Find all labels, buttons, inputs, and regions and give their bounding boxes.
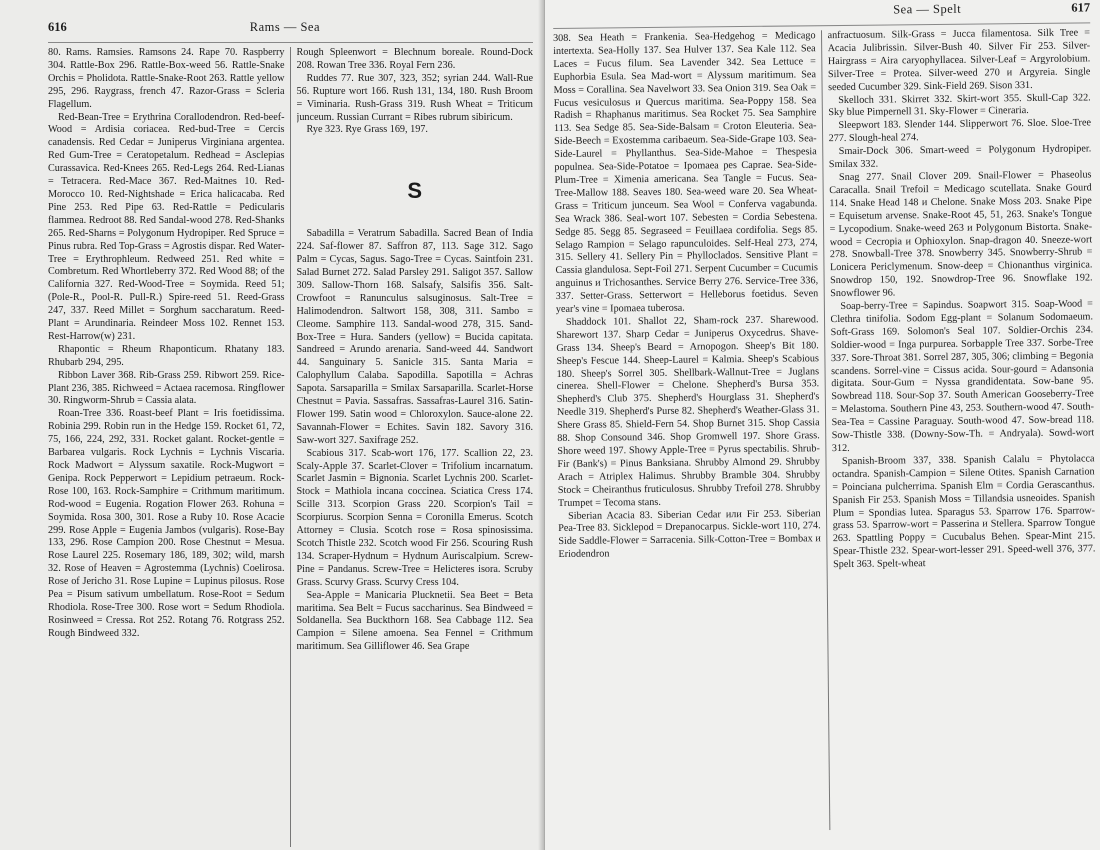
entry-paragraph: Smair-Dock 306. Smart-weed = Polygonum Hydropiper. Smilax 332. (828, 143, 1092, 171)
left-page-header (48, 20, 533, 43)
entry-paragraph: Rough Spleenwort = Blechnum boreale. Round-Dock 208. Rowan Tree 336. Royal Fern 236. (296, 47, 533, 71)
entry-paragraph: Shaddock 101. Shallot 22, Sham-rock 237. Sharewood. Sharewort 137. Sharp Cedar = Juniperus Oxycedrus. Shave-Grass 134. Sheep's Beard = Arnopogon. Sheep's Bit 180. Sheep's Fescue 144. Sheep-Laurel = Kalmia. Sheep's Scabious 180. Sheep's Sorrel 305. Shellbark-Wallnut-Tree = Juglans cinerea. Shell-Flower = Chelone. Shepherd's Bursa 353. Shepherd's Club 375. Shepherd's Hourglass 31. Shepherd's Needle 319. Shepherd's Purse 82. Shepherd's Weather-Glass 31. Shere Grass 85. Shield-Fern 54. Shop Burnet 315. Shop Cassia 88. Shop Consound 346. Shop Gromwell 197. Shore Grass. Shore weed 197. Showy Apple-Tree = Pyrus spectabilis. Shrub-Fir (Bank's) = Pinus Banksiana. Shrubby Almond 29. Shrubby Arach = Atriplex Halimus. Shrubby Bramble 304. Shrubby Stock = Cheiranthus fruticulosus. Shrubby Trefoil 278. Shrubby Trumpet = Tecoma stans. (556, 314, 821, 509)
running-head: Sea — Spelt (893, 1, 962, 17)
entry-paragraph: Spanish-Broom 337, 338. Spanish Calalu = Phytolacca octandra. Spanish-Campion = Silene Otites. Spanish Carnation = Poinciana pulcherrima. Spanish Elm = Cordia Gerascanthus. Spanish Fir 253. Spanish Moss = Tillandsia usneoides. Spanish Plum = Spondias lutea. Sparagus 53. Sparrow 176. Sparrow-grass 53. Sparrow-wort = Passerina и Stellera. Sparrow Tongue 263. Spattling Poppy = Cucubalus Behen. Spear-Mint 215. Spear-Thistle 232. Spear-wort-lesser 291. Speed-well 376, 377. Spelt 363. Spelt-wheat (832, 453, 1096, 571)
entry-paragraph: Ruddes 77. Rue 307, 323, 352; syrian 244. Wall-Rue 56. Rupture wort 166. Rush 131, 134, 180. Rush Broom = Viminaria. Rush-Grass 319. Rush Wheat = Triticum junceum. Russian Currant = Ribes rubrum sibiricum. (296, 72, 533, 123)
entry-paragraph: anfractuosum. Silk-Grass = Jucca filamentosa. Silk Tree = Acacia Julibrissin. Silver-Bush 40. Silver Fir 253. Silver-Hairgrass = Aira caryophyllacea. Silver-Leaf = Argyrolobium. Silver-Tree = Protea. Silver-weed 270 и Argyreia. Single seeded Cucumber 329. Sink-Field 269. Sison 331. (827, 27, 1091, 93)
entry-paragraph: 80. Rams. Ramsies. Ramsons 24. Rape 70. Raspberry 304. Rattle-Box 296. Rattle-Box-weed 56. Rattle-Snake Orchis = Pholidota. Rattle-Snake-Root 263. Rattle yellow 295, 296. Raygrass, french 47. Razor-Grass = Scleria Flagellum. (48, 47, 285, 110)
entry-paragraph: Sleepwort 183. Slender 144. Slipperwort 76. Sloe. Sloe-Tree 277. Slough-heal 274. (828, 117, 1092, 145)
page-number: 616 (48, 20, 67, 34)
left-page (0, 0, 545, 850)
entry-paragraph: Red-Bean-Tree = Erythrina Corallodendron. Red-beef-Wood = Ardisia coriacea. Red-bud-Tree = Cercis canadensis. Red Cedar = Juniperus Virginiana argentea. Red Gum-Tree = Ceratopetalum. Redhead = Asclepias Curassavica. Red-Knees 265. Red-Legs 264. Red-Lianas = Tetracera. Red-Mace 367. Red-Maitnes 10. Red-Morocco 10. Red-Nightshade = Erica halicacaba. Red Pine 253. Red Pipe 63. Red-Rattle = Pedicularis flammea. Redroot 88. Red Sandal-wood 278. Red-Shanks 265. Red-Sharns = Polygonum Hydropiper. Red Spruce = Pinus rubra. Red Top-Grass = Agrostis dispar. Red Water-Tree = Erythrophleum. Redweed 251. Red white = Combretum. Red Whortleberry 372. Red Wood 88; of the California 327. Red-Wood-Tree = Soymida. Reed 51; (Pole-R., Pool-R. Pull-R.) Spire-reed 51. Reed-Grass 247, 337. Reed Millet = Sorghum saccharatum. Reed-Plant = Arundinaria. Reindeer Moss 102. Rennet 153. Rest-Harrow(w) 231. (48, 111, 285, 342)
text-column (48, 47, 291, 847)
right-page-columns (553, 27, 1098, 833)
text-column (297, 47, 534, 847)
entry-paragraph: Siberian Acacia 83. Siberian Cedar или Fir 253. Siberian Pea-Tree 83. Sicklepod = Drepanocarpus. Sickle-wort 110, 274. Side Saddle-Flower = Sarracenia. Silk-Cotton-Tree = Bombax и Eriodendron (558, 507, 821, 561)
page-number: 617 (1071, 0, 1091, 15)
entry-paragraph: Snag 277. Snail Clover 209. Snail-Flower = Phaseolus Caracalla. Snail Trefoil = Medicago scutellata. Snake Gourd 114. Snake Head 148 и Chelone. Snake Moss 203. Snake Pipe = Equisetum arvense. Snake-Root 45, 51, 263. Snake's Tongue = Lycopodium. Snake-weed 263 и Polygonum Bistorta. Snake-wood = Cecropia и Ophioxylon. Snap-dragon 40. Sneeze-wort 278. Snowball-Tree 378. Snowberry 345. Snowberry-Shrub = Lonicera Periclymenum. Snow-deep = Chionanthus virginica. Snowdrop 150, 192. Snowdrop-Tree 96. Snowflake 192. Snowflower 96. (829, 169, 1093, 300)
entry-paragraph: Skelloch 331. Skirret 332. Skirt-wort 355. Skull-Cap 322. Sky blue Pimpernell 31. Sky-Flower = Cineraria. (828, 91, 1091, 119)
entry-paragraph: Rhapontic = Rheum Rhaponticum. Rhatany 183. Rhubarb 294, 295. (48, 343, 285, 368)
entry-paragraph: Roan-Tree 336. Roast-beef Plant = Iris foetidissima. Robinia 299. Robin run in the Hedge 159. Rocket 61, 72, 75, 166, 224, 292, 331. Rocket galant. Rocket-gentle = Barbarea vulgaris. Rock Lychnis = Lychnis Viscaria. Rock Madwort = Alyssum saxatile. Rock-Mugwort = Genipa. Rock Pepperwort = Lepidium petraeum. Rock-Rose 100, 163. Rock-Samphire = Crithmum maritimum. Rod-wood = Eugenia. Rogation Flower 263. Rohuna = Soymida. Rosa 300, 301. Rose a Ruby 10. Rose Acacie 299. Rose Apple = Eugenia Jambos (vulgaris). Rose-Bay 133, 296. Rose Campion 200. Rose Chestnut = Mesua. Rose Laurel 225. Rosemary 186, 189, 302; wild, marsh 32. Rose of Heaven = Agrostemma (Lychnis) Coelirosa. Rose of Jericho 31. Rose Lupine = Lupinus pilosus. Rose Pea = Pisum sativum umbellatum. Rose-Root = Sedum Rhodiola. Rose-Tree 300. Rose wort = Sedum Rhodiola. Rosinweed = Cressa. Rot 252. Rotang 76. Rotgrass 252. Rough Bindweed 332. (48, 408, 285, 639)
entry-paragraph: Rye 323. Rye Grass 169, 197. (306, 124, 428, 136)
entry-paragraph: Sea-Apple = Manicaria Plucknetii. Sea Beet = Beta maritima. Sea Belt = Fucus saccharinus. Sea Bindweed = Soldanella. Sea Buckthorn 168. Sea Cabbage 112. Sea Campion = Silene amoena. Sea Fennel = Crithmum maritimum. Sea Gilliflower 46. Sea Grape (296, 589, 533, 653)
entry-paragraph: Soap-berry-Tree = Sapindus. Soapwort 315. Soap-Wood = Clethra tinifolia. Sodom Egg-plant = Solanum Sodomaeum. Soft-Grass 169. Solomon's Seal 107. Soldier-Orchis 234. Soldier-wood = Inga purpurea. Sorbapple Tree 337. Sorbe-Tree 337. Sore-Throat 381. Sorrel 287, 305, 306; climbing = Begonia scandens. Sorrel-vine = Cissus acida. Sour-gourd = Adansonia digitata. Sour-Gum = Nyssa grandidentata. Sow-bane 95. Sowbread 118. Sour-Sop 37. South American Gooseberry-Tree = Melastoma. Southern Pine 43, 253. Southern-wood 47. South-Sea-Tea = Cassine Paraguay. South-wood 47. Sow-bread 118. Sow-Thistle 338. (Downy-Sow-Th. = Andryala). Sowd-wort 312. (830, 298, 1095, 455)
text-column (553, 30, 830, 833)
right-page (545, 0, 1100, 850)
entry-paragraph: Scabious 317. Scab-wort 176, 177. Scallion 22, 23. Scaly-Apple 37. Scarlet-Clover = Trifolium incarnatum. Scarlet Jasmin = Bignonia. Scarlet Lychnis 200. Scarlet-Stock = Mathiola incana coccinea. Sciatica Cress 174. Scille 313. Scorpion Grass 220. Scorpion's Tail = Scorpiurus. Scorpion Senna = Coronilla Emerus. Scotch Attorney = Clusia. Scotch rose = Rosa spinosissima. Scotch Thistle 232. Scotch wood Fir 256. Scouring Rush 134. Scraper-Hydnum = Hydnum Auriscalpium. Screw-Pine = Pandanus. Screw-Tree = Helicteres isora. Scruby Grass. Scurvy Grass. Scurvy Cress 104. (296, 447, 533, 588)
left-page-columns (48, 47, 533, 847)
entry-paragraph: Ribbon Laver 368. Rib-Grass 259. Ribwort 259. Rice-Plant 236, 385. Richweed = Actaea racemosa. Ringflower 30. Ringworm-Shrub = Cassia alata. (48, 369, 285, 407)
entry-paragraph: Sabadilla = Veratrum Sabadilla. Sacred Bean of India 224. Saf-flower 87. Saffron 87, 113. Sage 312. Sago Palm = Cycas, Sagus. Sago-Tree = Cycas. Saintfoin 231. Salad Burnet 272. Salad Parsley 291. Saligot 357. Sallow 309. Sallow-Thorn 168. Salsafy, Salsifis 356. Salt-Crowfoot = Ranunculus salsuginosus. Salt-Tree = Halimodendron. Saltwort 158, 308, 311. Sambo = Cleome. Samphire 113. Sandal-wood 278, 315. Sand-Box-Tree = Hura. Sanders (yellow) = Bucida capitata. Sandreed = Arundo arenaria. Sand-weed 44. Sandwort 44. Sanguinary 5. Sanicle 315. Santa Maria = Calophyllum Calaba. Sapodilla. Sapotilla = Achras Sapota. Sarsaparilla = Smilax Sarsaparilla. Scarlet-Horse Chestnut = Pavia. Sassafras. Sassafras-Laurel 316. Satin-Flower 199. Satin wood = Chloroxylon. Sauce-alone 22. Savannah-Flower = Echites. Savin 182. Savory 316. Saw-wort 327. Saxifrage 252. (296, 228, 533, 446)
entry-paragraph: 308. Sea Heath = Frankenia. Sea-Hedgehog = Medicago intertexta. Sea-Holly 137. Sea Hulver 137. Sea Kale 112. Sea Laces = Fucus filum. Sea Lavender 342. Sea Lettuce = Euphorbia Esula. Sea Mad-wort = Alyssum maritimum. Sea Moss = Corallina. Sea Navelwort 33. Sea Onion 319. Sea Oak = Fucus vesiculosus и Quercus maritima. Sea-Poppy 158. Sea Radish = Rhaphanus maritimus. Sea Rocket 75. Sea Samphire 113. Sea Sedge 85. Sea-Side-Balsam = Croton Eleuteria. Sea-Side-Beech = Exostemma caribaeum. Sea-Side-Grape 103. Sea-Side-Laurel = Phyllanthus. Sea-Side-Mahoe = Thespesia populnea. Sea-Side-Potatoe = Ipomaea pes Caprae. Sea-Side-Plum-Tree = Ximenia americana. Sea Tangle = Fucus. Sea-Tree-Mallow 188. Seaves 180. Sea-weed ware 20. Sea Wheat-Grass = Triticum junceum. Sea Wool = Conferva vagabunda. Sea Wrack 386. Seal-wort 107. Sebesten = Cordia Sebestena. Sedge 85. Segg 85. Segraseed = Feuillaea cordifolia. Segs 85. Selago Rampion = Selago rapunculoides. Self-Heal 273, 274, 315. Sellery 41. Sellery Pin = Phylloclados. Sensitive Plant = Cassia glandulosa. Sept-Foil 271. Serpent Cucumber = Cucumis anguinus и Trichosanthes. Service Berry 276. Service-Tree 336, 337. Setter-Grass. Setterwort = Helleborus foetidus. Seven year's vine = Ipomaea tuberosa. (553, 30, 819, 316)
section-letter-heading: S (407, 178, 423, 204)
running-head: Rams — Sea (249, 20, 321, 34)
text-column (827, 27, 1098, 830)
right-page-header (553, 0, 1090, 29)
